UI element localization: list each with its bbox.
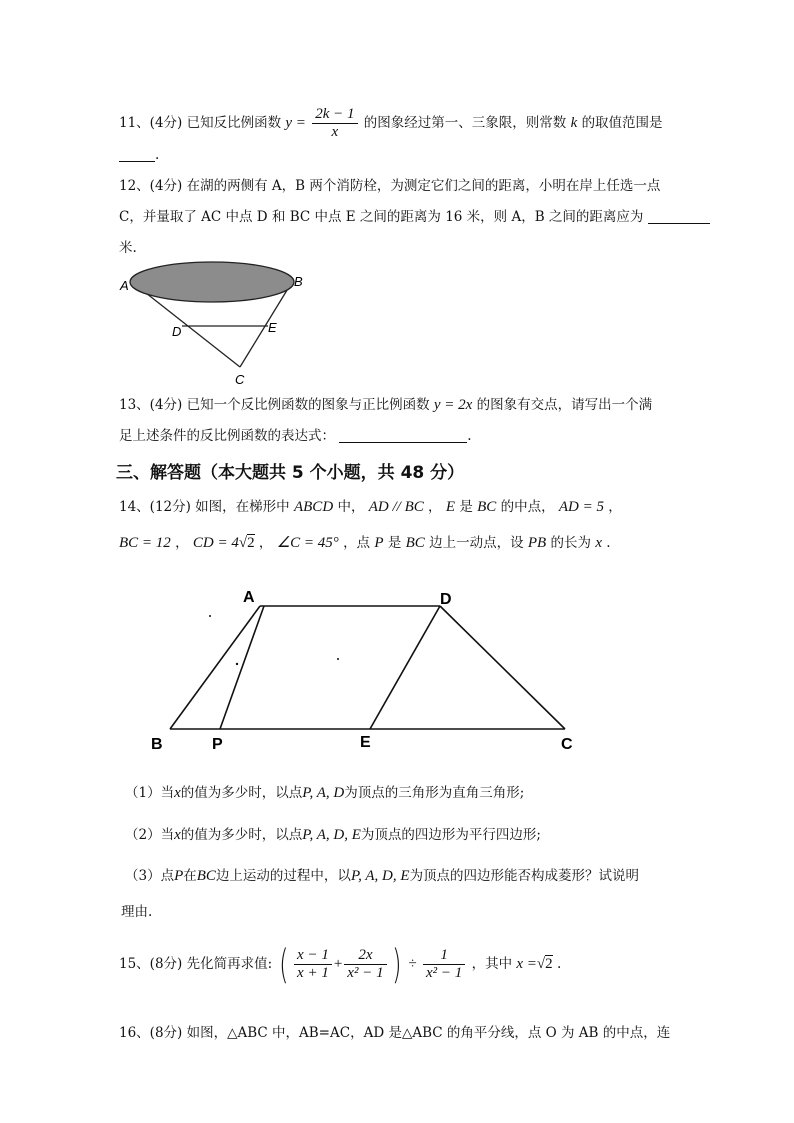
line-dc: [440, 606, 565, 729]
q12-line3: 米.: [119, 240, 137, 256]
q14-line2: BC = 12 ， CD = 4√2 ， ∠C = 45° ，点 P 是 BC 边上一动点，设 PB 的长为 x .: [119, 535, 611, 551]
q12-lake-figure: [112, 260, 312, 388]
q14-trapezoid-figure: [140, 582, 600, 757]
label-b: B: [151, 736, 163, 753]
stray-dot: [337, 658, 339, 660]
label-e: E: [268, 320, 277, 335]
q15-fraction-1: $\frac{x - 1}{x + 1}$: [294, 947, 332, 982]
label-b: B: [294, 274, 303, 289]
q14-line1: 14、(12分) 如图，在梯形中 ABCD 中， AD // BC ， E 是 BC 的中点， AD = 5 ，: [119, 499, 622, 515]
label-d: D: [440, 591, 452, 608]
q13-line1: 13、(4分) 已知一个反比例函数的图象与正比例函数 y = 2x 的图象有交点，请写出一个满: [119, 397, 653, 413]
label-c: C: [235, 372, 245, 387]
q14-sub3-cont: 理由.: [121, 904, 153, 920]
line-ab: [170, 606, 260, 729]
q14-sub1: （1）当x的值为多少时，以点P, A, D为顶点的三角形为直角三角形;: [125, 785, 525, 801]
q11-answer-blank[interactable]: [119, 147, 155, 162]
lake-ellipse: [130, 262, 294, 302]
label-p: P: [212, 736, 223, 753]
q13-line2: 足上述条件的反比例函数的表达式： .: [119, 428, 472, 444]
q14-sub2: （2）当x的值为多少时，以点P, A, D, E为顶点的四边形为平行四边形;: [125, 827, 541, 843]
label-e: E: [360, 734, 371, 751]
sqrt-sign: √: [238, 535, 248, 551]
q12-line2: C，并量取了 AC 中点 D 和 BC 中点 E 之间的距离为 16 米，则 A，B 之间的距离应为: [119, 207, 710, 227]
q15-fraction-2: $\frac{2x}{\text{x² − 1}}$: [344, 947, 386, 982]
q15-fraction-3: $\frac{1}{\text{x² − 1}}$: [423, 947, 465, 982]
q11-line2: .: [119, 145, 159, 165]
sqrt-sign: √: [536, 956, 546, 972]
line-ap: [220, 606, 264, 729]
q16-line1: 16、(8分) 如图，△ABC 中，AB=AC，AD 是△ABC 的角平分线，点 O 为 AB 的中点，连: [119, 1025, 671, 1041]
q13-answer-blank[interactable]: [339, 428, 467, 443]
q14-sub3: （3）点P在BC边上运动的过程中，以P, A, D, E为顶点的四边形能否构成菱形？试说明: [125, 868, 640, 884]
stray-dot: [236, 663, 238, 665]
q11-line1: 11、(4分) 已知反比例函数 y = $\frac{2k - 1}{x}$ 的图象经过第一、三象限，则常数 k 的取值范围是: [119, 106, 663, 140]
label-a: A: [120, 278, 129, 293]
section-3-title: 三、解答题（本大题共 5 个小题，共 48 分）: [116, 463, 465, 483]
q12-line1: 12、(4分) 在湖的两侧有 A，B 两个消防栓，为测定它们之间的距离，小明在岸上任选一点: [119, 178, 661, 194]
label-c: C: [561, 736, 573, 753]
line-de: [370, 606, 440, 729]
q11-fraction: $\frac{2k - 1}{x}$: [312, 106, 357, 141]
q12-answer-blank[interactable]: [648, 209, 710, 224]
stray-dot: [209, 615, 211, 617]
q15-line: 15、(8分) 先化简再求值: ( $\frac{x - 1}{x + 1}$ + $\frac{2x}{\text{x² − 1}}$ ) ÷ $\frac{1}{\text{x² − 1}}$ ，其中 x =√2 .: [119, 941, 562, 988]
label-a: A: [243, 589, 255, 606]
label-d: D: [172, 324, 182, 339]
